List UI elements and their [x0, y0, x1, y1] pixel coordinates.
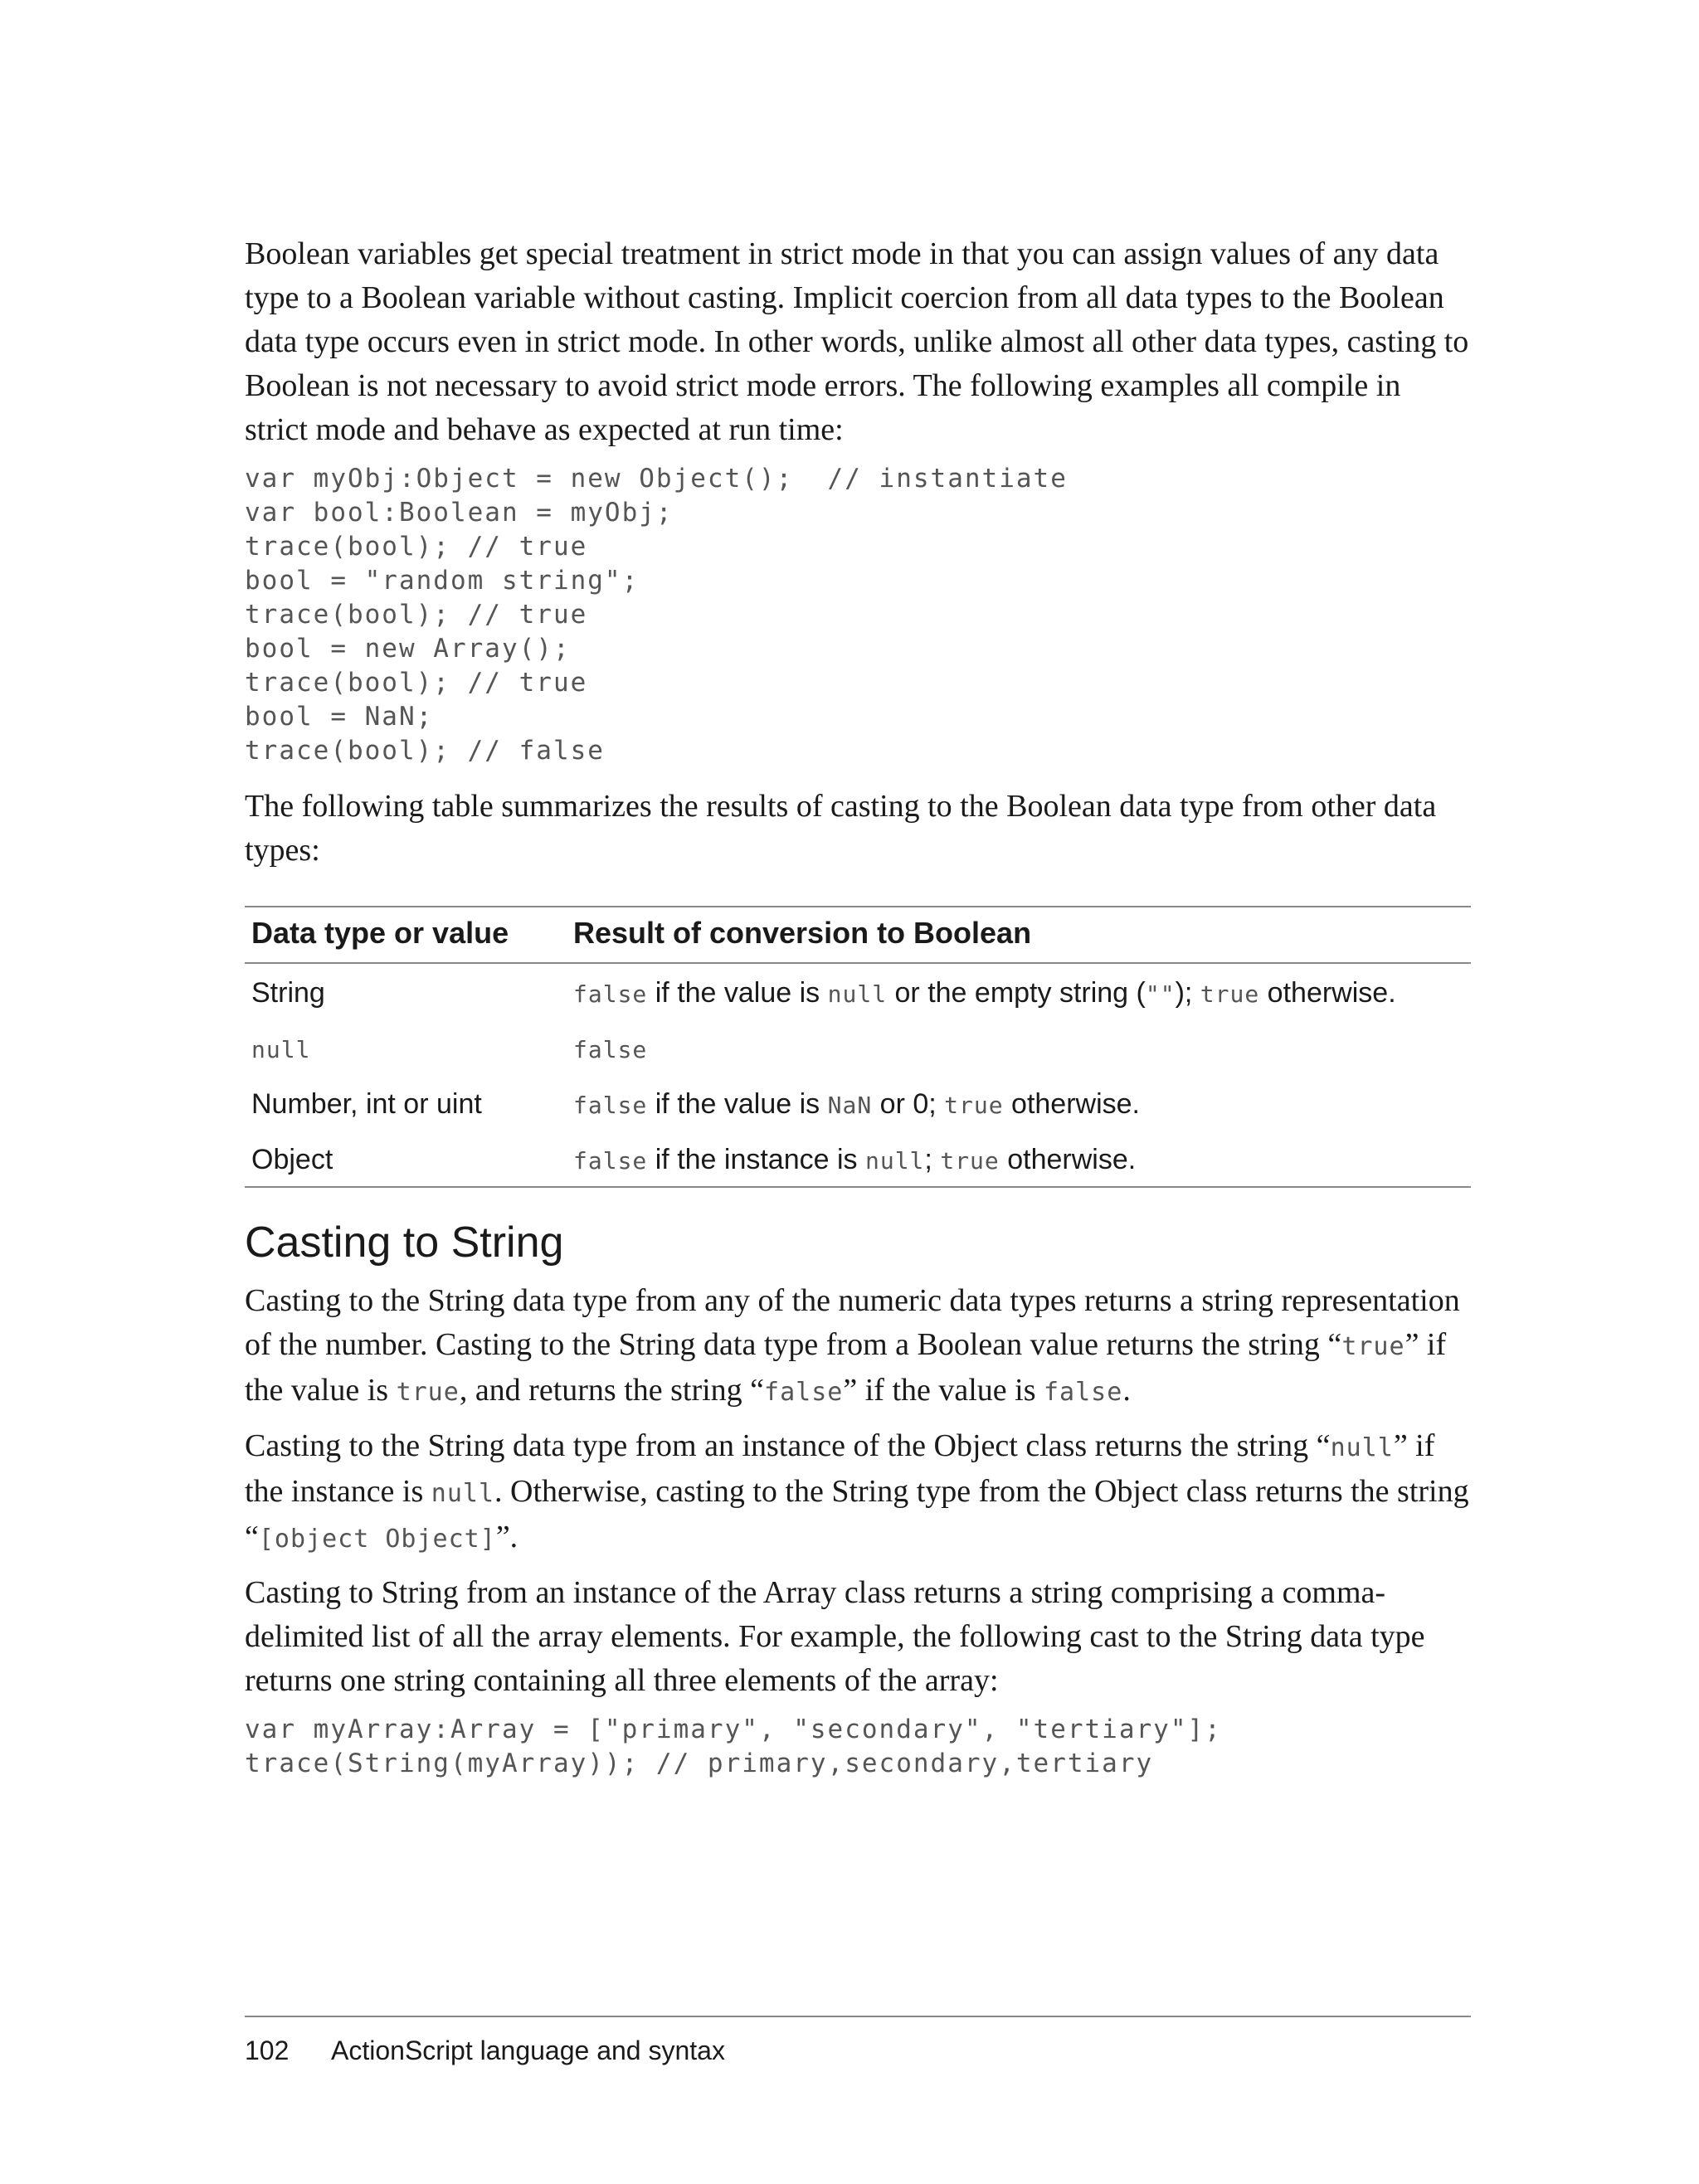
code-false: false — [573, 1092, 648, 1119]
code-empty-string: "" — [1145, 980, 1176, 1008]
code-null: null — [251, 1036, 311, 1063]
result-text: otherwise. — [999, 1144, 1137, 1175]
result-text: if the value is — [647, 1088, 828, 1120]
chapter-title: ActionScript language and syntax — [331, 2036, 725, 2065]
code-false: false — [764, 1378, 844, 1407]
code-line: var myObj:Object = new Object(); // instantiate — [245, 464, 1068, 494]
table-row — [245, 1019, 1471, 1075]
table-cell-result — [567, 1019, 1471, 1075]
table-cell-type: Object — [251, 1144, 333, 1175]
intro-paragraph: Boolean variables get special treatment in strict mode in that you can assign values of any data type to a Boolean variable without casting. Implicit coercion from all data types to the Boolean data type occurs even in strict mode. In other words, unlike almost all other data types, casting to Boolean is not necessary to avoid strict mode errors. The following examples all compile in strict mode and behave as expected at run time: — [245, 236, 1469, 447]
table-cell-result — [567, 1131, 1471, 1187]
table-cell-result — [567, 1075, 1471, 1131]
code-nan: NaN — [827, 1092, 873, 1119]
section-paragraph-3: Casting to String from an instance of the Array class returns a string comprising a comma-delimited list of all the array elements. For example, the following cast to the String data type returns one string containing all three elements of the array: — [245, 1575, 1425, 1698]
result-text: or the empty string ( — [887, 977, 1146, 1009]
code-null: null — [1330, 1433, 1394, 1462]
code-null: null — [864, 1147, 925, 1175]
code-example-boolean — [245, 462, 1471, 768]
para-text: ” if the value is — [245, 1327, 1447, 1408]
table-row — [245, 1131, 1471, 1187]
code-true: true — [940, 1147, 1000, 1175]
para-text: . — [1122, 1373, 1131, 1408]
para-text: ” if the value is — [843, 1373, 1044, 1408]
table-header-result: Result of conversion to Boolean — [573, 916, 1032, 950]
code-line: trace(bool); // true — [245, 532, 588, 562]
result-text: otherwise. — [1003, 1088, 1140, 1120]
para-text: ” if the instance is — [245, 1428, 1435, 1509]
page-content — [245, 232, 1471, 1797]
para-text: , and returns the string “ — [459, 1373, 765, 1408]
para-text: Casting to the String data type from any of the numeric data types returns a string representation of the number. Casting to the String data type from a Boolean value returns the string “ — [245, 1283, 1460, 1362]
table-cell-type: String — [251, 977, 325, 1009]
section-paragraph-1 — [245, 1279, 1471, 1414]
result-text: if the value is — [647, 977, 828, 1009]
result-text: ); — [1175, 977, 1200, 1009]
table-cell-result — [567, 963, 1471, 1019]
code-true: true — [396, 1378, 460, 1407]
boolean-conversion-table — [245, 906, 1471, 1188]
para-text: Casting to the String data type from an instance of the Object class returns the string “ — [245, 1428, 1331, 1463]
table-row — [245, 1075, 1471, 1131]
result-text: ; — [924, 1144, 941, 1175]
table-header-type: Data type or value — [251, 916, 509, 950]
result-text: otherwise. — [1259, 977, 1396, 1009]
code-object-object: [object Object] — [258, 1525, 496, 1554]
code-null: null — [827, 980, 888, 1008]
code-line: var myArray:Array = ["primary", "secondary", "tertiary"]; — [245, 1715, 1222, 1744]
code-line: trace(String(myArray)); // primary,secondary,tertiary — [245, 1749, 1154, 1778]
code-line: bool = new Array(); — [245, 634, 571, 664]
code-line: trace(bool); // true — [245, 668, 588, 698]
code-true: true — [1341, 1332, 1405, 1361]
code-false: false — [1044, 1378, 1123, 1407]
page-footer — [245, 2016, 1471, 2066]
code-false: false — [573, 980, 648, 1008]
code-example-array — [245, 1713, 1471, 1781]
page-number: 102 — [245, 2036, 290, 2065]
section-paragraph-2 — [245, 1424, 1471, 1561]
code-line: bool = "random string"; — [245, 566, 640, 596]
code-line: trace(bool); // true — [245, 600, 588, 630]
table-intro-paragraph: The following table summarizes the results of casting to the Boolean data type from other data types: — [245, 789, 1437, 868]
code-line: var bool:Boolean = myObj; — [245, 498, 674, 528]
table-row — [245, 963, 1471, 1019]
para-text: ”. — [495, 1520, 518, 1554]
para-text: . Otherwise, casting to the String type from the Object class returns the string “ — [245, 1474, 1469, 1554]
code-line: bool = NaN; — [245, 702, 434, 732]
code-true: true — [944, 1092, 1004, 1119]
section-heading: Casting to String — [245, 1218, 564, 1267]
code-line: trace(bool); // false — [245, 736, 605, 766]
code-null: null — [431, 1479, 495, 1508]
table-cell-type: Number, int or uint — [251, 1088, 482, 1120]
result-text: if the instance is — [647, 1144, 865, 1175]
table-cell-type — [245, 1019, 567, 1075]
code-false: false — [573, 1147, 648, 1175]
code-false: false — [573, 1036, 648, 1063]
table-header-row — [245, 907, 1471, 963]
code-true: true — [1200, 980, 1260, 1008]
result-text: or 0; — [872, 1088, 945, 1120]
